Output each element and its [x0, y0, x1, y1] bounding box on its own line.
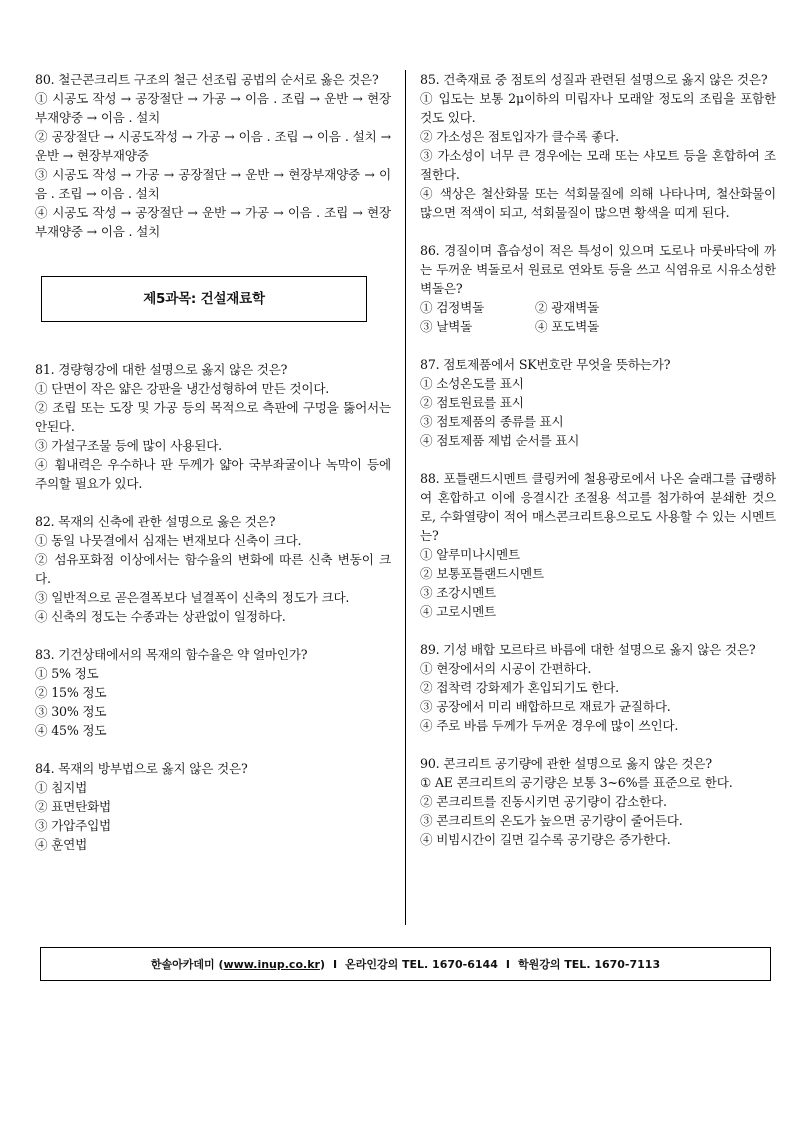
footer-separator: I: [332, 957, 338, 971]
option-2: ② 공장절단 → 시공도작성 → 가공 → 이음 . 조립 → 이음 . 설치 → 운반 → 현장부재양중: [35, 129, 391, 163]
option-3: ③ 일반적으로 곧은결폭보다 널결폭이 신축의 정도가 크다.: [35, 590, 350, 605]
option-3: ③ 점토제품의 종류를 표시: [420, 414, 564, 429]
question-81: [35, 360, 391, 493]
question-90: [420, 754, 776, 849]
option-3: ③ 조강시멘트: [420, 585, 497, 600]
option-4: ④ 훈연법: [35, 837, 88, 852]
option-row: [420, 298, 776, 317]
option-4: ④ 점토제품 제법 순서를 표시: [420, 433, 580, 448]
option-3: ③ 공장에서 미리 배합하므로 재료가 균질하다.: [420, 699, 671, 714]
right-column: [420, 70, 776, 868]
option-2: ② 조립 또는 도장 및 가공 등의 목적으로 측판에 구멍을 뚫어서는 안된다.: [35, 400, 391, 434]
footer-academy-tel: 학원강의 TEL. 1670-7113: [517, 958, 661, 971]
option-2: ② 점토원료를 표시: [420, 395, 524, 410]
option-4: ④ 비빔시간이 길면 길수록 공기량은 증가한다.: [420, 832, 671, 847]
question-85: [420, 70, 776, 222]
option-4: ④ 주로 바름 두께가 두꺼운 경우에 많이 쓰인다.: [420, 718, 679, 733]
option-1: ① AE 콘크리트의 공기량은 보통 3~6%를 표준으로 한다.: [420, 775, 733, 790]
page-footer: 한솔아카데미 ( www.inup.co.kr ) I 온라인강의 TEL. 1670-6144 I 학원강의 TEL. 1670-7113: [40, 947, 771, 981]
option-4: ④ 색상은 철산화물 또는 석회물질에 의해 나타나며, 철산화물이 많으면 적색이 되고, 석회물질이 많으면 황색을 띠게 된다.: [420, 186, 776, 220]
option-4: ④ 고로시멘트: [420, 604, 497, 619]
option-1: ① 입도는 보통 2μ이하의 미립자나 모래알 정도의 조립을 포함한 것도 있다.: [420, 91, 776, 125]
option-3: ③ 콘크리트의 온도가 높으면 공기량이 줄어든다.: [420, 813, 683, 828]
question-stem: 87. 점토제품에서 SK번호란 무엇을 뜻하는가?: [420, 357, 671, 372]
option-2: ② 광재벽돌: [535, 300, 600, 315]
question-stem: 82. 목재의 신축에 관한 설명으로 옳은 것은?: [35, 514, 276, 529]
option-1: ① 동일 나뭇결에서 심재는 변재보다 신축이 크다.: [35, 533, 302, 548]
question-82: [35, 512, 391, 626]
question-stem: 86. 경질이며 흡습성이 적은 특성이 있으며 도로나 마룻바닥에 까는 두꺼운 벽돌로서 원료로 연와토 등을 쓰고 식염유로 시유소성한 벽돌은?: [420, 243, 776, 296]
question-87: [420, 355, 776, 450]
question-stem: 90. 콘크리트 공기량에 관한 설명으로 옳지 않은 것은?: [420, 756, 712, 771]
option-3: ③ 가소성이 너무 큰 경우에는 모래 또는 샤모트 등을 혼합하여 조절한다.: [420, 148, 776, 182]
question-80: [35, 70, 391, 241]
option-4: ④ 포도벽돌: [535, 319, 600, 334]
question-stem: 89. 기성 배합 모르타르 바름에 대한 설명으로 옳지 않은 것은?: [420, 642, 756, 657]
option-1: ① 침지법: [35, 780, 88, 795]
option-4: ④ 45% 정도: [35, 723, 107, 738]
option-2: ② 섬유포화점 이상에서는 함수율의 변화에 따른 신축 변동이 크다.: [35, 552, 391, 586]
option-2: ② 표면탄화법: [35, 799, 112, 814]
option-1: ① 검정벽돌: [420, 300, 485, 315]
option-2: ② 접착력 강화제가 혼입되기도 한다.: [420, 680, 619, 695]
footer-brand: 한솔아카데미: [150, 958, 215, 971]
question-84: [35, 759, 391, 854]
option-2: ② 15% 정도: [35, 685, 107, 700]
option-1: ① 소성온도를 표시: [420, 376, 524, 391]
option-1: ① 5% 정도: [35, 666, 99, 681]
option-1: ① 알루미나시멘트: [420, 547, 520, 562]
question-89: [420, 640, 776, 735]
option-2: ② 보통포틀랜드시멘트: [420, 566, 544, 581]
option-4: ④ 신축의 정도는 수종과는 상관없이 일정하다.: [35, 609, 286, 624]
option-3: ③ 30% 정도: [35, 704, 107, 719]
footer-separator: I: [505, 957, 510, 971]
option-3: ③ 가압주입법: [35, 818, 112, 833]
option-3: ③ 날벽돌: [420, 319, 473, 334]
question-stem: 83. 기건상태에서의 목재의 함수율은 약 얼마인가?: [35, 647, 308, 662]
option-2: ② 콘크리트를 진동시키면 공기량이 감소한다.: [420, 794, 667, 809]
column-divider: [405, 70, 406, 925]
option-1: ① 현장에서의 시공이 간편하다.: [420, 661, 592, 676]
question-stem: 88. 포틀랜드시멘트 클링커에 철용광로에서 나온 슬래그를 급랭하여 혼합하고 이에 응결시간 조절용 석고를 첨가하여 분쇄한 것으로, 수화열량이 적어 매스콘크리트용으로도 사용할 수 있는 시멘트는?: [420, 471, 776, 543]
option-4: ④ 휨내력은 우수하나 판 두께가 얇아 국부좌굴이나 녹막이 등에 주의할 필요가 있다.: [35, 457, 391, 491]
left-column: [35, 70, 391, 873]
question-stem: 80. 철근콘크리트 구조의 철근 선조립 공법의 순서로 옳은 것은?: [35, 72, 379, 87]
subject-title: 제5과목: 건설재료학: [143, 290, 265, 307]
option-3: ③ 시공도 작성 → 가공 → 공장절단 → 운반 → 현장부재양중 → 이음 . 조립 → 이음 . 설치: [35, 167, 391, 201]
option-1: ① 시공도 작성 → 공장절단 → 가공 → 이음 . 조립 → 운반 → 현장부재양중 → 이음 . 설치: [35, 91, 391, 125]
question-stem: 85. 건축재료 중 점토의 성질과 관련된 설명으로 옳지 않은 것은?: [420, 72, 768, 87]
option-2: ② 가소성은 점토입자가 클수록 좋다.: [420, 129, 619, 144]
option-4: ④ 시공도 작성 → 공장절단 → 운반 → 가공 → 이음 . 조립 → 현장부재양중 → 이음 . 설치: [35, 205, 391, 239]
option-3: ③ 가설구조물 등에 많이 사용된다.: [35, 438, 222, 453]
subject-title-box: [41, 276, 367, 322]
option-1: ① 단면이 작은 얇은 강판을 냉간성형하여 만든 것이다.: [35, 381, 330, 396]
question-86: [420, 241, 776, 336]
footer-website-link[interactable]: www.inup.co.kr: [223, 957, 320, 971]
question-88: [420, 469, 776, 621]
question-stem: 81. 경량형강에 대한 설명으로 옳지 않은 것은?: [35, 362, 288, 377]
option-row: [420, 317, 776, 336]
question-83: [35, 645, 391, 740]
footer-online-tel: 온라인강의 TEL. 1670-6144: [345, 958, 498, 971]
question-stem: 84. 목재의 방부법으로 옳지 않은 것은?: [35, 761, 248, 776]
